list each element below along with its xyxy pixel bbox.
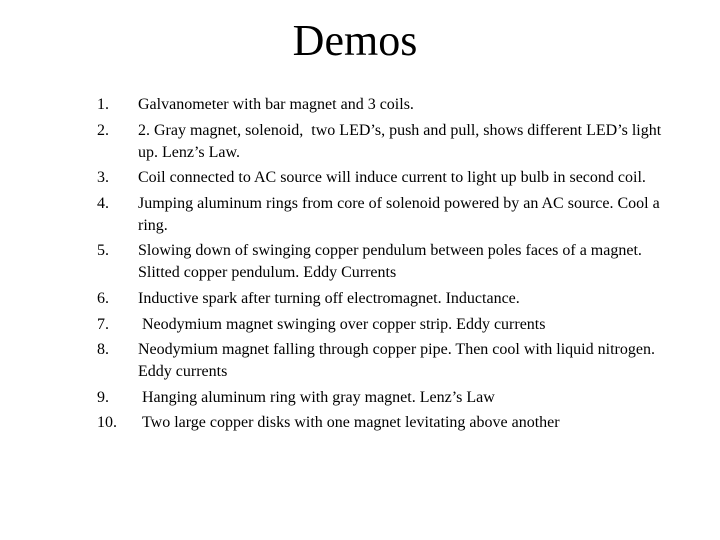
item-number: 9. bbox=[97, 388, 109, 406]
item-text: Galvanometer with bar magnet and 3 coils. bbox=[138, 96, 414, 113]
item-text: Inductive spark after turning off electromagnet. Inductance. bbox=[138, 289, 520, 307]
item-number: 1. bbox=[97, 96, 109, 113]
item-text: Jumping aluminum rings from core of solenoid powered by an AC source. Cool a ring. bbox=[138, 194, 664, 234]
item-text: 2. Gray magnet, solenoid, two LED’s, push and pull, shows different LED’s light up. Lenz’s Law. bbox=[138, 121, 666, 161]
item-text: Slowing down of swinging copper pendulum between poles faces of a magnet. Slitted copper pendulum. Eddy Currents bbox=[138, 242, 646, 282]
list-item bbox=[0, 120, 720, 164]
item-number: 8. bbox=[97, 341, 109, 359]
slide-title: Demos bbox=[292, 16, 418, 65]
demo-list bbox=[0, 94, 720, 438]
item-text: Neodymium magnet swinging over copper strip. Eddy currents bbox=[138, 315, 546, 333]
list-item bbox=[0, 412, 720, 434]
list-item bbox=[0, 167, 720, 189]
item-number: 4. bbox=[97, 194, 109, 212]
list-item bbox=[0, 193, 720, 237]
item-text: Neodymium magnet falling through copper pipe. Then cool with liquid nitrogen. Eddy currents bbox=[138, 341, 659, 381]
list-item bbox=[0, 94, 720, 116]
item-text: Coil connected to AC source will induce current to light up bulb in second coil. bbox=[138, 169, 646, 187]
item-text: Hanging aluminum ring with gray magnet. Lenz’s Law bbox=[138, 388, 495, 406]
list-item bbox=[0, 240, 720, 284]
list-item bbox=[0, 288, 720, 310]
item-number: 5. bbox=[97, 242, 109, 260]
item-number: 10. bbox=[97, 414, 117, 432]
list-item bbox=[0, 314, 720, 336]
list-item bbox=[0, 339, 720, 383]
list-item bbox=[0, 387, 720, 409]
item-number: 7. bbox=[97, 315, 109, 333]
item-text: Two large copper disks with one magnet levitating above another bbox=[138, 414, 560, 432]
item-number: 3. bbox=[97, 169, 109, 187]
item-number: 2. bbox=[97, 121, 109, 139]
item-number: 6. bbox=[97, 289, 109, 307]
